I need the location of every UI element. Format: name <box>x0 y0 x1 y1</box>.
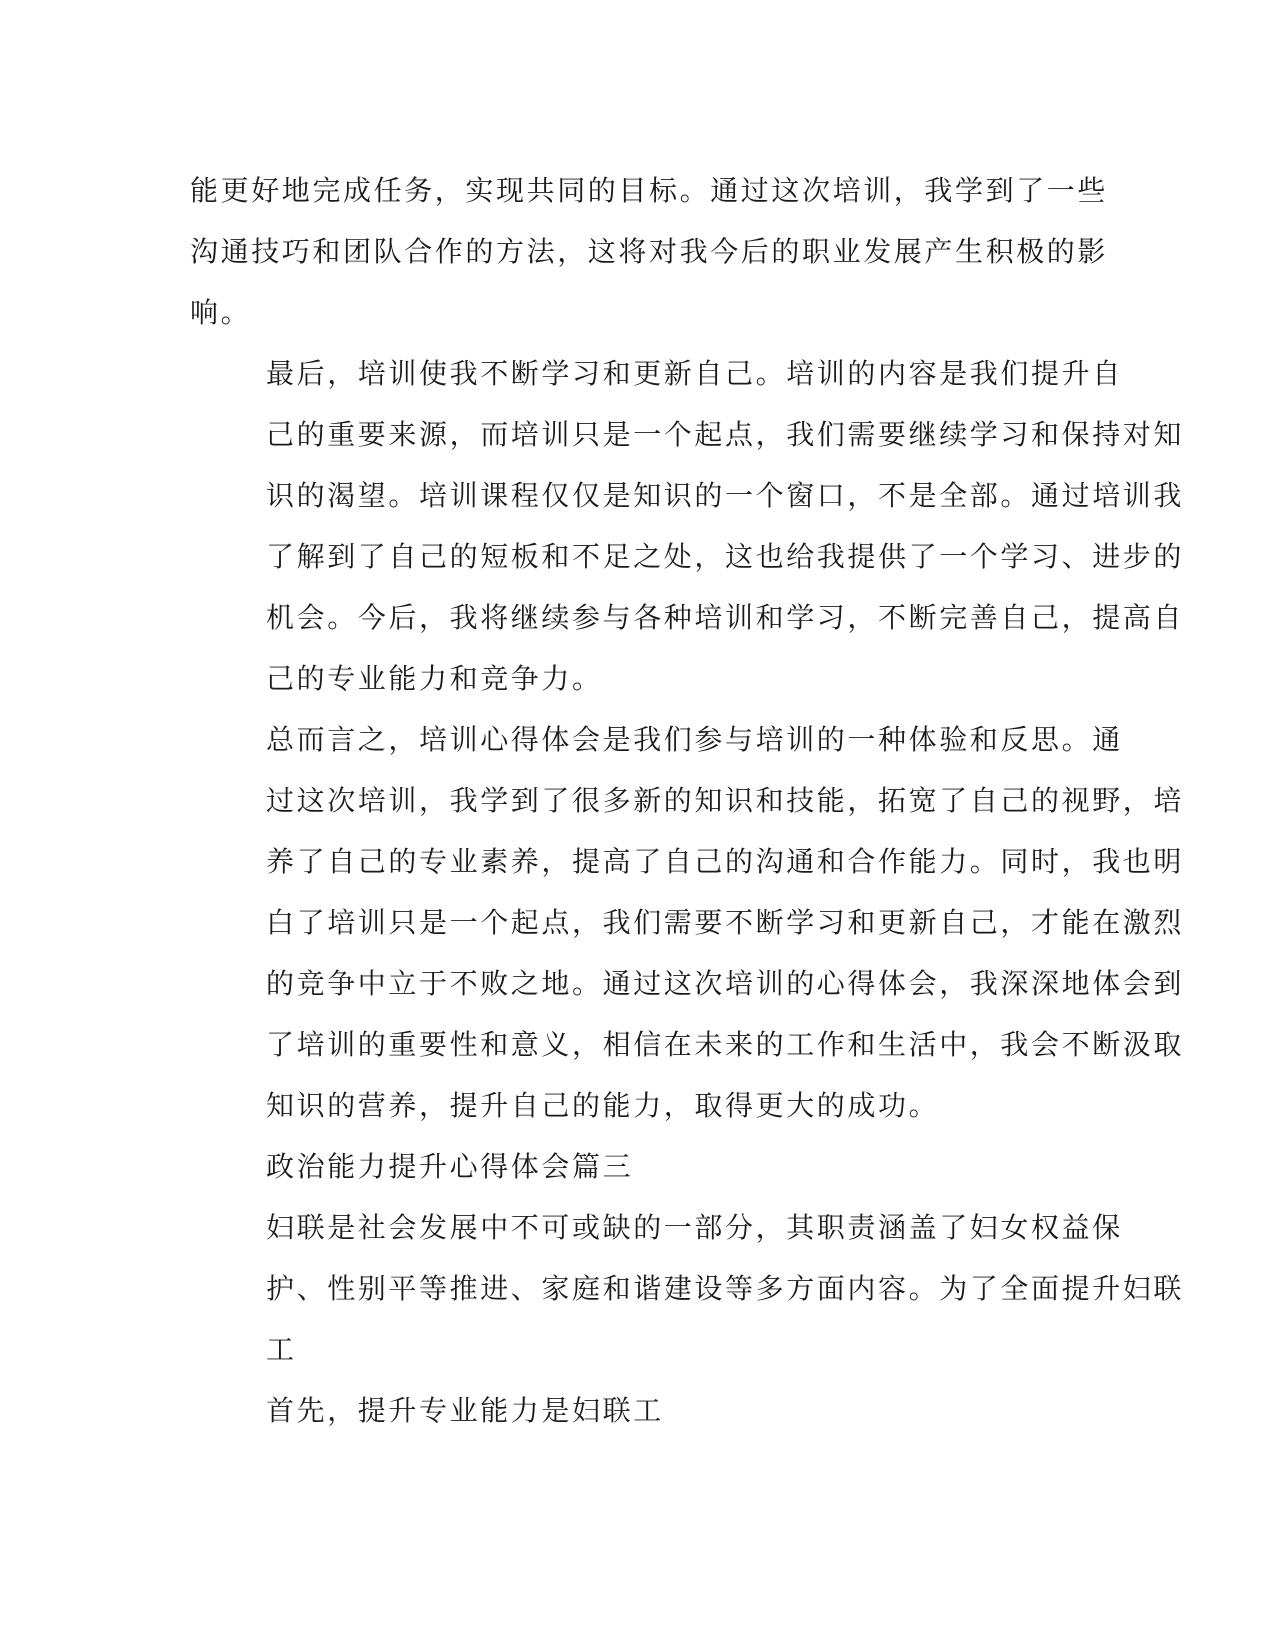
text-line: 妇联是社会发展中不可或缺的一部分，其职责涵盖了妇女权益保 <box>266 1211 1123 1244</box>
heading-text: 政治能力提升心得体会篇三 <box>266 1150 634 1183</box>
text-line: 沟通技巧和团队合作的方法，这将对我今后的职业发展产生积极的影 <box>190 235 1109 268</box>
text-line: 了培训的重要性和意义，相信在未来的工作和生活中，我会不断汲取 <box>266 1028 1185 1061</box>
text-line: 白了培训只是一个起点，我们需要不断学习和更新自己，才能在激烈 <box>266 906 1185 939</box>
section-heading <box>190 1136 1085 1197</box>
text-line: 能更好地完成任务，实现共同的目标。通过这次培训，我学到了一些 <box>190 174 1109 207</box>
text-line: 机会。今后，我将继续参与各种培训和学习，不断完善自己，提高自 <box>266 601 1185 634</box>
paragraph-womens-federation-intro <box>190 1197 1185 1380</box>
text-line: 过这次培训，我学到了很多新的知识和技能，拓宽了自己的视野，培 <box>266 784 1185 817</box>
text-line: 了解到了自己的短板和不足之处，这也给我提供了一个学习、进步的 <box>266 540 1185 573</box>
text-line: 知识的营养，提升自己的能力，取得更大的成功。 <box>266 1089 940 1122</box>
text-line: 己的专业能力和竞争力。 <box>266 662 603 695</box>
document-body <box>190 160 1185 1441</box>
text-line: 护、性别平等推进、家庭和谐建设等多方面内容。为了全面提升妇联 <box>266 1272 1185 1305</box>
paragraph-first-point <box>190 1380 1085 1441</box>
text-line: 最后，培训使我不断学习和更新自己。培训的内容是我们提升自 <box>266 357 1123 390</box>
paragraph-teamwork-conclusion <box>190 160 1109 343</box>
text-line: 识的渴望。培训课程仅仅是知识的一个窗口，不是全部。通过培训我 <box>266 479 1185 512</box>
text-line: 响。 <box>190 296 252 329</box>
paragraph-summary <box>190 709 1185 1136</box>
text-line: 养了自己的专业素养，提高了自己的沟通和合作能力。同时，我也明 <box>266 845 1185 878</box>
text-line: 首先，提升专业能力是妇联工 <box>266 1394 664 1427</box>
text-line: 己的重要来源，而培训只是一个起点，我们需要继续学习和保持对知 <box>266 418 1185 451</box>
text-line: 的竞争中立于不败之地。通过这次培训的心得体会，我深深地体会到 <box>266 967 1185 1000</box>
text-line: 总而言之，培训心得体会是我们参与培训的一种体验和反思。通 <box>266 723 1123 756</box>
paragraph-continuous-learning <box>190 343 1185 709</box>
text-line: 工 <box>266 1333 297 1366</box>
